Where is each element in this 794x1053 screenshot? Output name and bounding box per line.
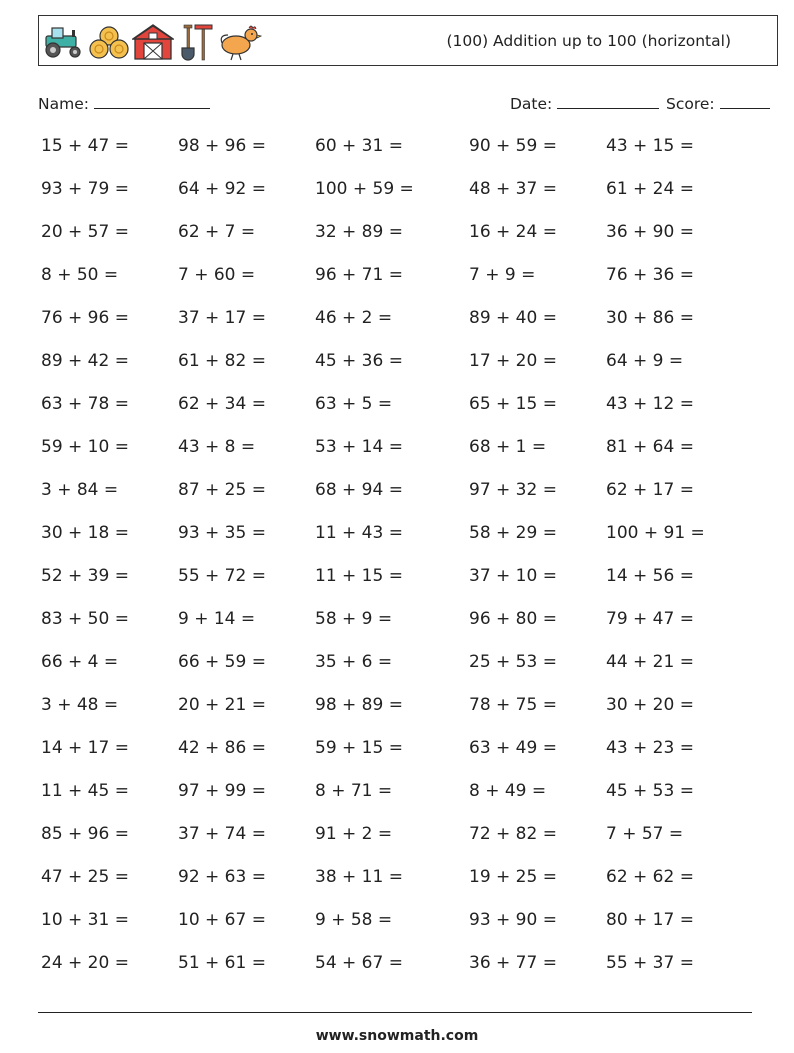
problem-item: 60 + 31 =: [315, 136, 403, 156]
problem-item: 44 + 21 =: [606, 652, 694, 672]
problem-item: 100 + 59 =: [315, 179, 414, 199]
problem-item: 93 + 79 =: [41, 179, 129, 199]
footer-divider: [38, 1012, 752, 1013]
problem-item: 30 + 20 =: [606, 695, 694, 715]
problem-item: 3 + 48 =: [41, 695, 119, 715]
score-label: Score:: [666, 95, 715, 113]
problem-item: 62 + 34 =: [178, 394, 266, 414]
problem-item: 61 + 24 =: [606, 179, 694, 199]
problem-item: 36 + 77 =: [469, 953, 557, 973]
problem-item: 36 + 90 =: [606, 222, 694, 242]
problem-item: 14 + 17 =: [41, 738, 129, 758]
problem-item: 64 + 9 =: [606, 351, 684, 371]
date-label: Date:: [510, 95, 553, 113]
footer-site: www.snowmath.com: [315, 1028, 479, 1044]
problem-item: 62 + 7 =: [178, 222, 256, 242]
score-field[interactable]: [666, 92, 770, 113]
barn-icon: [132, 23, 174, 61]
problem-item: 10 + 67 =: [178, 910, 266, 930]
problem-item: 68 + 1 =: [469, 437, 547, 457]
problem-item: 98 + 89 =: [315, 695, 403, 715]
problem-item: 66 + 59 =: [178, 652, 266, 672]
problem-item: 16 + 24 =: [469, 222, 557, 242]
problem-item: 96 + 71 =: [315, 265, 403, 285]
problem-item: 8 + 50 =: [41, 265, 119, 285]
problem-item: 20 + 57 =: [41, 222, 129, 242]
problem-item: 63 + 5 =: [315, 394, 393, 414]
shovel-rake-icon: [176, 22, 216, 62]
problem-item: 87 + 25 =: [178, 480, 266, 500]
problem-item: 15 + 47 =: [41, 136, 129, 156]
problem-item: 51 + 61 =: [178, 953, 266, 973]
problem-item: 78 + 75 =: [469, 695, 557, 715]
problem-item: 19 + 25 =: [469, 867, 557, 887]
worksheet-title: (100) Addition up to 100 (horizontal): [446, 32, 731, 50]
problem-item: 37 + 17 =: [178, 308, 266, 328]
problem-item: 14 + 56 =: [606, 566, 694, 586]
problem-item: 8 + 49 =: [469, 781, 547, 801]
date-blank[interactable]: [557, 92, 659, 109]
problem-item: 11 + 45 =: [41, 781, 129, 801]
problem-item: 63 + 78 =: [41, 394, 129, 414]
problem-item: 66 + 4 =: [41, 652, 119, 672]
problem-item: 46 + 2 =: [315, 308, 393, 328]
problem-item: 91 + 2 =: [315, 824, 393, 844]
problem-item: 38 + 11 =: [315, 867, 403, 887]
problem-item: 61 + 82 =: [178, 351, 266, 371]
problem-item: 42 + 86 =: [178, 738, 266, 758]
problem-item: 89 + 40 =: [469, 308, 557, 328]
problem-item: 11 + 15 =: [315, 566, 403, 586]
problem-item: 20 + 21 =: [178, 695, 266, 715]
problem-item: 52 + 39 =: [41, 566, 129, 586]
name-label: Name:: [38, 95, 89, 113]
score-blank[interactable]: [720, 92, 770, 109]
problem-item: 11 + 43 =: [315, 523, 403, 543]
problem-item: 10 + 31 =: [41, 910, 129, 930]
problem-item: 80 + 17 =: [606, 910, 694, 930]
problem-item: 55 + 37 =: [606, 953, 694, 973]
hen-icon: [218, 23, 262, 61]
problem-item: 53 + 14 =: [315, 437, 403, 457]
problem-item: 93 + 90 =: [469, 910, 557, 930]
problem-item: 76 + 36 =: [606, 265, 694, 285]
problem-item: 55 + 72 =: [178, 566, 266, 586]
problem-item: 81 + 64 =: [606, 437, 694, 457]
problem-item: 85 + 96 =: [41, 824, 129, 844]
problem-item: 64 + 92 =: [178, 179, 266, 199]
problem-item: 45 + 53 =: [606, 781, 694, 801]
name-blank[interactable]: [94, 92, 210, 109]
problem-item: 30 + 18 =: [41, 523, 129, 543]
problem-item: 9 + 14 =: [178, 609, 256, 629]
tractor-icon: [42, 24, 86, 60]
problem-item: 62 + 17 =: [606, 480, 694, 500]
problem-item: 65 + 15 =: [469, 394, 557, 414]
problem-item: 58 + 29 =: [469, 523, 557, 543]
problem-item: 9 + 58 =: [315, 910, 393, 930]
problem-item: 89 + 42 =: [41, 351, 129, 371]
problem-item: 58 + 9 =: [315, 609, 393, 629]
problem-item: 90 + 59 =: [469, 136, 557, 156]
problem-item: 100 + 91 =: [606, 523, 705, 543]
name-field[interactable]: [38, 92, 210, 113]
problem-item: 96 + 80 =: [469, 609, 557, 629]
problem-item: 35 + 6 =: [315, 652, 393, 672]
problem-item: 48 + 37 =: [469, 179, 557, 199]
problem-item: 45 + 36 =: [315, 351, 403, 371]
problem-item: 92 + 63 =: [178, 867, 266, 887]
problem-grid: [41, 134, 761, 994]
date-field[interactable]: [510, 92, 659, 113]
problem-item: 30 + 86 =: [606, 308, 694, 328]
problem-item: 62 + 62 =: [606, 867, 694, 887]
problem-item: 83 + 50 =: [41, 609, 129, 629]
problem-item: 59 + 15 =: [315, 738, 403, 758]
problem-item: 98 + 96 =: [178, 136, 266, 156]
problem-item: 72 + 82 =: [469, 824, 557, 844]
problem-item: 93 + 35 =: [178, 523, 266, 543]
problem-item: 32 + 89 =: [315, 222, 403, 242]
problem-item: 76 + 96 =: [41, 308, 129, 328]
problem-item: 37 + 10 =: [469, 566, 557, 586]
problem-item: 43 + 15 =: [606, 136, 694, 156]
problem-item: 54 + 67 =: [315, 953, 403, 973]
problem-item: 47 + 25 =: [41, 867, 129, 887]
problem-item: 17 + 20 =: [469, 351, 557, 371]
problem-item: 25 + 53 =: [469, 652, 557, 672]
hay-bales-icon: [88, 24, 130, 60]
problem-item: 3 + 84 =: [41, 480, 119, 500]
worksheet-header: [38, 15, 778, 66]
problem-item: 8 + 71 =: [315, 781, 393, 801]
problem-item: 7 + 57 =: [606, 824, 684, 844]
problem-item: 37 + 74 =: [178, 824, 266, 844]
problem-item: 43 + 23 =: [606, 738, 694, 758]
header-icons: [42, 22, 262, 62]
problem-item: 24 + 20 =: [41, 953, 129, 973]
problem-item: 43 + 8 =: [178, 437, 256, 457]
problem-item: 97 + 99 =: [178, 781, 266, 801]
problem-item: 68 + 94 =: [315, 480, 403, 500]
problem-item: 97 + 32 =: [469, 480, 557, 500]
problem-item: 7 + 60 =: [178, 265, 256, 285]
problem-item: 63 + 49 =: [469, 738, 557, 758]
problem-item: 43 + 12 =: [606, 394, 694, 414]
problem-item: 7 + 9 =: [469, 265, 536, 285]
problem-item: 79 + 47 =: [606, 609, 694, 629]
problem-item: 59 + 10 =: [41, 437, 129, 457]
